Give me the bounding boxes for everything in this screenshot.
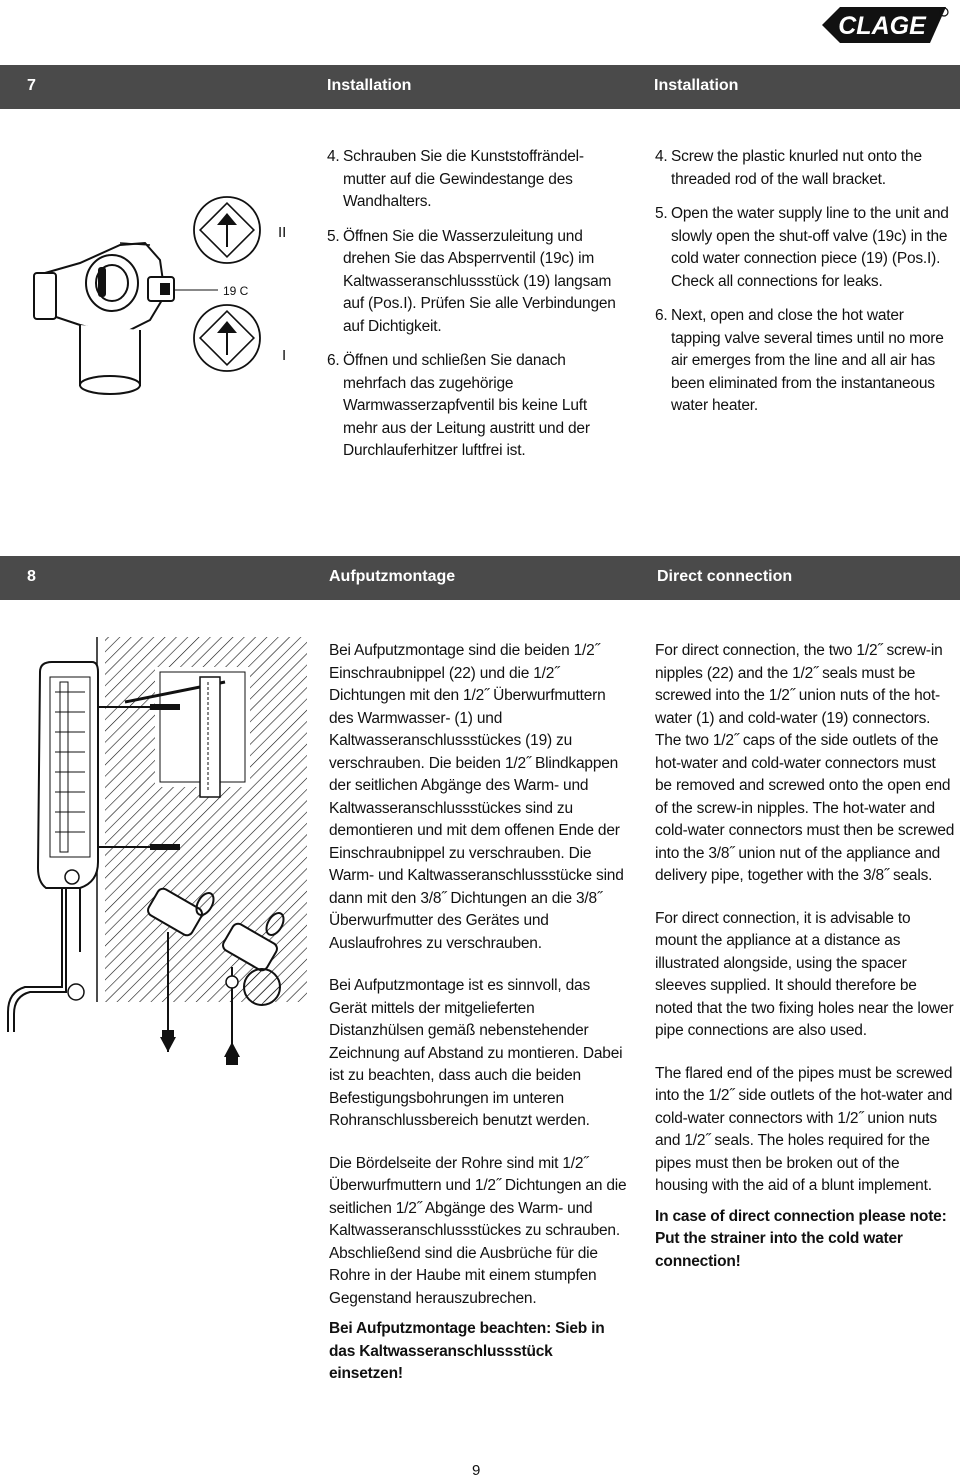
paragraph: Die Bördelseite der Rohre sind mit 1/2˝ Überwurfmuttern und 1/2˝ Dichtungen an die seitlichen 1/2˝ Abgänge des Warm- und Kaltwasseranschlussstückes zu schrauben. Abschließend sind die Ausbrüche für die Rohre in der Haube mit einem stumpfen Gegenstand herauszubrechen.: [329, 1154, 627, 1307]
shutoff-valve-figure: [20, 185, 320, 400]
paragraph: For direct connection, the two 1/2˝ screw-in nipples (22) and the 1/2˝ seals must be screwed into the 1/2˝ union nuts of the hot-water (1) and cold-water (19) connectors. The two 1/2˝ caps of the side outlets of the hot-water and cold-water connectors must be removed and screwed onto the open end of the screw-in nipples. The hot-water and cold-water connectors must then be screwed into the 3/8˝ union nut of the appliance and delivery pipe, together with the 3/8˝ seals.: [655, 642, 955, 884]
list-item: 4. Screw the plastic knurled nut onto the threaded rod of the wall bracket.: [655, 148, 922, 188]
section-header-installation: [0, 65, 960, 109]
direct-connection-figure: [0, 632, 315, 1072]
install-steps-en: [655, 146, 955, 418]
section-title-en: Installation: [654, 77, 739, 94]
direct-connection-text-de: [329, 640, 627, 1386]
clage-logo: [818, 4, 952, 46]
list-item: 5. Öffnen Sie die Wasserzuleitung und drehen Sie das Absperrventil (19c) im Kaltwasseranschlussstück (19) langsam auf (Pos.I). Prüfen Sie alle Verbindungen auf Dichtigkeit.: [327, 227, 616, 335]
svg-text:I: I: [282, 347, 287, 364]
note: Bei Aufputzmontage beachten: Sieb in das Kaltwasseranschlussstück einsetzen!: [329, 1320, 605, 1382]
list-item: 6. Öffnen und schließen Sie danach mehrfach das zugehörige Warmwasserzapfventil bis keine Luft mehr aus der Leitung austritt und der Durchlauferhitzer luftfrei ist.: [327, 352, 590, 459]
section-title-de: Aufputzmontage: [329, 568, 456, 585]
section-number: 8: [27, 568, 36, 585]
section-header-direct-connection: [0, 556, 960, 600]
svg-text:II: II: [278, 224, 287, 241]
section-title-en: Direct connection: [657, 568, 793, 585]
paragraph: For direct connection, it is advisable to mount the appliance at a distance as illustrated alongside, using the spacer sleeves supplied. It should therefore be noted that the two fixing holes near the lower pipe connections are also used.: [655, 909, 954, 1039]
list-item: 5. Open the water supply line to the unit and slowly open the shut-off valve (19c) in the cold water connection piece (19) (Pos.I). Check all connections for leaks.: [655, 205, 949, 290]
paragraph: Bei Aufputzmontage sind die beiden 1/2˝ Einschraubnippel (22) und die 1/2˝ Dichtungen mit den 1/2˝ Überwurfmuttern des Warmwasser- (1) und Kaltwasseranschlussstückes (19) zu verschrauben. Die beiden 1/2˝ Blindkappen der seitlichen Abgänge des Warm- und Kaltwasseranschlussstückes sind zu demontieren und mit dem offenen Ende der Einschraubnippel zu verschrauben. Die Warm- und Kaltwasseranschlussstücke sind dann mit den 3/8˝ Dichtungen an die 3/8˝ Überwurfmutter des Gerätes und Auslaufrohres zu verschrauben.: [329, 642, 624, 952]
page-number: 9: [472, 1462, 481, 1479]
svg-text:CLAGE: CLAGE: [838, 12, 926, 40]
paragraph: The flared end of the pipes must be screwed into the 1/2˝ side outlets of the hot-water and cold-water connectors with 1/2˝ union nuts and 1/2˝ seals. The holes required for the pipes must then be broken out of the housing with the aid of a blunt implement.: [655, 1064, 953, 1194]
install-steps-de: [327, 146, 617, 463]
list-item: 6. Next, open and close the hot water tapping valve several times until no more air emerges from the line and all air has been eliminated from the instantaneous water heater.: [655, 307, 944, 414]
section-title-de: Installation: [327, 77, 412, 94]
direct-connection-text-en: [655, 640, 955, 1273]
paragraph: Bei Aufputzmontage ist es sinnvoll, das Gerät mittels der mitgelieferten Distanzhülsen gemäß nebenstehender Zeichnung auf Abstand zu montieren. Dabei ist zu beachten, dass auch die beiden Befestigungsbohrungen im unteren Rohranschlussbereich benutzt werden.: [329, 977, 623, 1129]
note: In case of direct connection please note: Put the strainer into the cold water connection!: [655, 1207, 947, 1270]
list-item: 4. Schrauben Sie die Kunststoffrändel-mutter auf die Gewindestange des Wandhalters.: [327, 148, 584, 210]
svg-text:19 C: 19 C: [223, 284, 249, 298]
section-number: 7: [27, 77, 36, 94]
